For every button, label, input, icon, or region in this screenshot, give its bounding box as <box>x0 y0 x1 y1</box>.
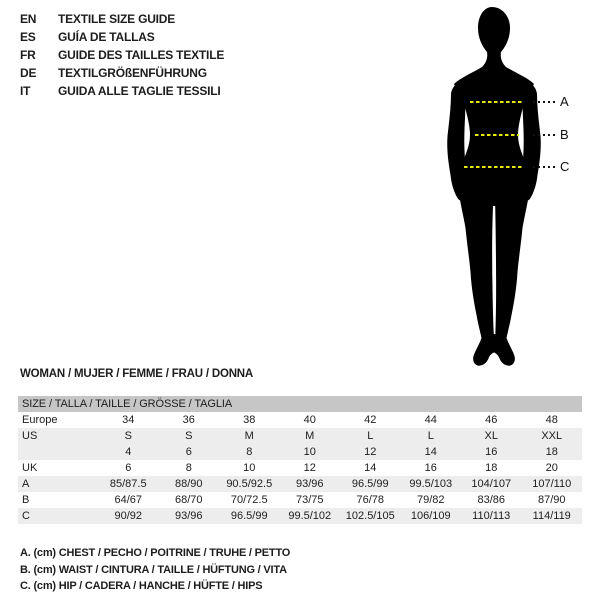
language-code: IT <box>20 84 31 98</box>
table-cell: M <box>305 430 315 442</box>
hip-lead-line <box>533 166 558 168</box>
table-row <box>18 492 582 508</box>
table-row-label: B <box>22 494 30 506</box>
table-cell: 93/96 <box>295 478 324 490</box>
measure-label-c: C <box>560 159 570 174</box>
woman-silhouette-icon <box>420 0 600 380</box>
language-code: EN <box>20 12 37 26</box>
table-row-values <box>98 508 582 524</box>
table-cell: 10 <box>303 446 316 458</box>
table-cell: 16 <box>424 462 437 474</box>
legend-row: C. (cm) HIP / CADERA / HANCHE / HÜFTE / HIPS <box>20 580 263 592</box>
table-cell: 70/72.5 <box>230 494 268 506</box>
table-cell: L <box>367 430 374 442</box>
table-cell: 73/75 <box>295 494 324 506</box>
language-row <box>20 10 224 28</box>
table-cell: 12 <box>303 462 316 474</box>
table-row <box>18 508 582 524</box>
table-cell: 90.5/92.5 <box>226 478 273 490</box>
language-code: FR <box>20 48 36 62</box>
table-row-label: A <box>22 478 30 490</box>
table-row-values <box>98 492 582 508</box>
table-cell: 14 <box>364 462 377 474</box>
measurement-legend <box>20 545 290 595</box>
table-row <box>18 412 582 428</box>
table-cell: 38 <box>243 414 256 426</box>
table-cell: 88/90 <box>174 478 203 490</box>
table-cell: 48 <box>545 414 558 426</box>
table-cell: XXL <box>541 430 563 442</box>
table-cell: 114/119 <box>532 510 571 522</box>
table-cell: 110/113 <box>472 510 511 522</box>
language-row <box>20 46 224 64</box>
table-cell: 18 <box>545 446 558 458</box>
table-cell: 99.5/102 <box>288 510 332 522</box>
table-cell: 83/86 <box>477 494 506 506</box>
language-guide-title: GUÍA DE TALLAS <box>58 30 155 44</box>
size-table-header: SIZE / TALLA / TAILLE / GRÖSSE / TAGLIA <box>18 396 582 412</box>
table-cell: 96.5/99 <box>351 478 389 490</box>
table-row <box>18 444 582 460</box>
table-cell: S <box>124 430 132 442</box>
section-title: WOMAN / MUJER / FEMME / FRAU / DONNA <box>20 368 254 380</box>
measure-label-a: A <box>560 94 569 109</box>
language-row <box>20 64 224 82</box>
table-cell: 46 <box>485 414 498 426</box>
language-guide-title: TEXTILE SIZE GUIDE <box>58 12 176 26</box>
table-row-values <box>98 476 582 492</box>
table-cell: 12 <box>364 446 377 458</box>
table-cell: 40 <box>303 414 316 426</box>
table-cell: 104/107 <box>471 478 512 490</box>
table-cell: 76/78 <box>356 494 385 506</box>
table-row-values <box>98 444 582 460</box>
table-cell: XL <box>484 430 498 442</box>
table-row-label <box>18 444 98 460</box>
legend-row: B. (cm) WAIST / CINTURA / TAILLE / HÜFTUNG / VITA <box>20 563 287 576</box>
table-row-label: US <box>22 430 38 442</box>
table-cell: S <box>185 430 193 442</box>
table-row-label: UK <box>22 462 38 474</box>
table-row-label: C <box>22 510 30 522</box>
table-row <box>18 476 582 492</box>
table-row <box>18 460 582 476</box>
hip-dash-line <box>464 166 524 168</box>
language-guide-list <box>20 10 224 100</box>
table-row <box>18 428 582 444</box>
table-row-values <box>98 460 582 476</box>
waist-lead-line <box>533 134 558 136</box>
waist-dash-line <box>475 134 519 136</box>
chest-lead-line <box>533 101 558 103</box>
size-table <box>18 396 582 524</box>
table-cell: 42 <box>364 414 377 426</box>
language-row <box>20 28 224 46</box>
table-cell: M <box>244 430 254 442</box>
table-cell: 16 <box>485 446 498 458</box>
table-cell: 102.5/105 <box>345 510 395 522</box>
chest-dash-line <box>470 101 523 103</box>
table-cell: L <box>427 430 434 442</box>
table-cell: 107/110 <box>532 478 572 490</box>
table-cell: 99.5/103 <box>409 478 453 490</box>
language-row <box>20 82 224 100</box>
table-row-values <box>98 428 582 444</box>
table-cell: 10 <box>243 462 256 474</box>
table-row-values <box>98 412 582 428</box>
language-code: DE <box>20 66 37 80</box>
table-cell: 79/82 <box>416 494 445 506</box>
table-cell: 64/67 <box>114 494 143 506</box>
table-cell: 6 <box>125 462 132 474</box>
table-cell: 106/109 <box>410 510 451 522</box>
table-cell: 8 <box>185 462 192 474</box>
language-guide-title: GUIDA ALLE TAGLIE TESSILI <box>58 84 221 98</box>
measure-label-b: B <box>560 127 569 142</box>
table-cell: 18 <box>485 462 498 474</box>
table-cell: 14 <box>424 446 437 458</box>
legend-row: A. (cm) CHEST / PECHO / POITRINE / TRUHE / PETTO <box>20 547 291 559</box>
table-cell: 36 <box>182 414 195 426</box>
table-row-label: Europe <box>22 414 58 426</box>
woman-silhouette-figure <box>420 0 600 380</box>
table-cell: 4 <box>125 446 132 458</box>
language-guide-title: TEXTILGRÖßENFÜHRUNG <box>58 66 207 80</box>
table-cell: 6 <box>185 446 192 458</box>
table-cell: 8 <box>246 446 253 458</box>
table-cell: 34 <box>122 414 135 426</box>
language-code: ES <box>20 30 36 44</box>
table-cell: 87/90 <box>537 494 566 506</box>
table-cell: 85/87.5 <box>109 478 147 490</box>
table-cell: 93/96 <box>174 510 203 522</box>
table-cell: 68/70 <box>174 494 203 506</box>
table-cell: 20 <box>545 462 558 474</box>
table-cell: 44 <box>424 414 437 426</box>
table-cell: 96.5/99 <box>230 510 268 522</box>
table-cell: 90/92 <box>114 510 143 522</box>
language-guide-title: GUIDE DES TAILLES TEXTILE <box>58 48 225 62</box>
